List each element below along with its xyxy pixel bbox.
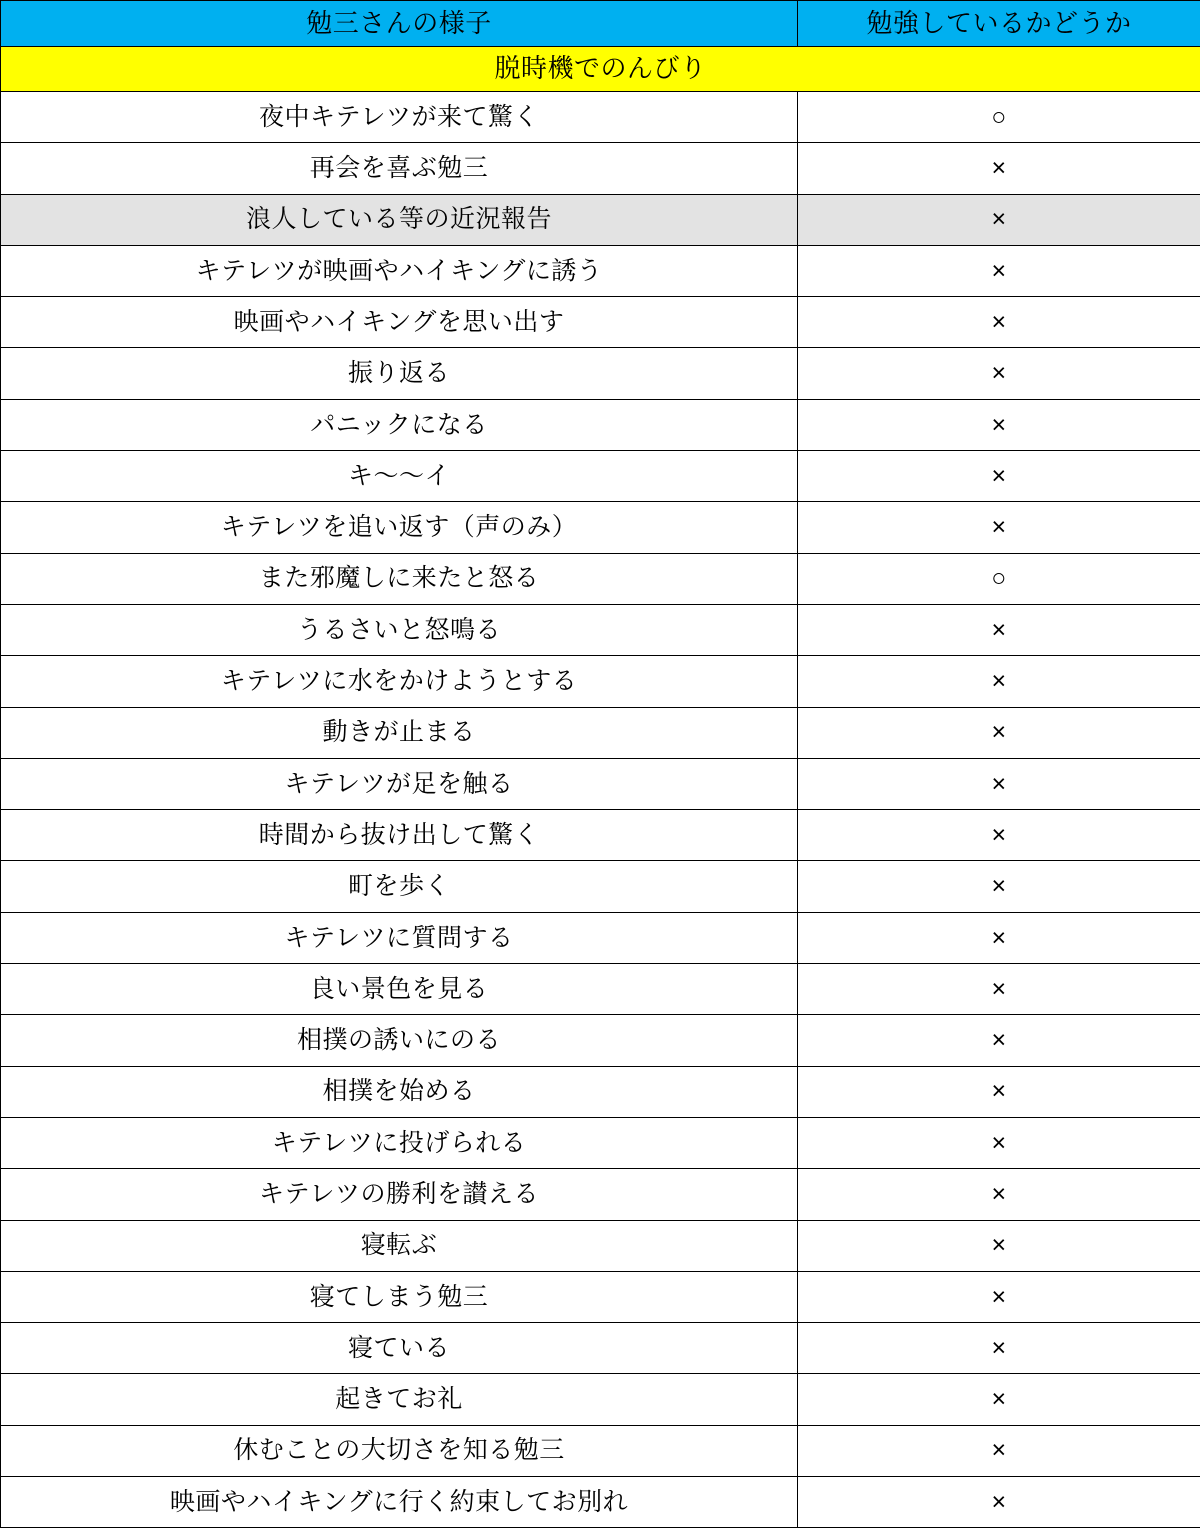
cell-studying-mark: ×	[798, 912, 1200, 963]
cell-state-label: 休むことの大切さを知る勉三	[1, 1425, 798, 1476]
cell-state-label: うるさいと怒鳴る	[1, 604, 798, 655]
cell-state-label: 寝ている	[1, 1323, 798, 1374]
section-title: 脱時機でのんびり	[1, 47, 1200, 92]
cell-state-label: 相撲の誘いにのる	[1, 1015, 798, 1066]
cell-state-label: また邪魔しに来たと怒る	[1, 553, 798, 604]
cell-studying-mark: ×	[798, 1220, 1200, 1271]
table-row	[1, 1425, 1200, 1476]
cell-studying-mark: ×	[798, 1169, 1200, 1220]
cell-state-label: キテレツに水をかけようとする	[1, 656, 798, 707]
cell-studying-mark: ×	[798, 1117, 1200, 1168]
table-row	[1, 656, 1200, 707]
table-row	[1, 964, 1200, 1015]
cell-state-label: 動きが止まる	[1, 707, 798, 758]
table-row	[1, 1117, 1200, 1168]
cell-state-label: 寝転ぶ	[1, 1220, 798, 1271]
cell-state-label: キ～～イ	[1, 451, 798, 502]
cell-state-label: キテレツに質問する	[1, 912, 798, 963]
cell-studying-mark: ×	[798, 143, 1200, 194]
cell-studying-mark: ×	[798, 1323, 1200, 1374]
cell-studying-mark: ×	[798, 451, 1200, 502]
column-header-state: 勉三さんの様子	[1, 1, 798, 47]
cell-studying-mark: ×	[798, 1066, 1200, 1117]
cell-studying-mark: ×	[798, 861, 1200, 912]
table-row	[1, 451, 1200, 502]
cell-studying-mark: ×	[798, 1425, 1200, 1476]
cell-studying-mark: ×	[798, 1271, 1200, 1322]
table-row	[1, 810, 1200, 861]
cell-studying-mark: ×	[798, 604, 1200, 655]
table-head	[1, 1, 1200, 47]
table-row	[1, 194, 1200, 245]
cell-state-label: キテレツの勝利を讃える	[1, 1169, 798, 1220]
table-row	[1, 143, 1200, 194]
cell-studying-mark: ×	[798, 964, 1200, 1015]
table-row	[1, 92, 1200, 143]
table-row	[1, 707, 1200, 758]
cell-studying-mark: ×	[798, 1015, 1200, 1066]
table-row	[1, 861, 1200, 912]
cell-studying-mark: ×	[798, 1477, 1200, 1528]
cell-studying-mark: ×	[798, 1374, 1200, 1425]
table-row	[1, 1323, 1200, 1374]
cell-state-label: 映画やハイキングを思い出す	[1, 297, 798, 348]
cell-studying-mark: ×	[798, 348, 1200, 399]
section-title-row	[1, 47, 1200, 92]
table-row	[1, 553, 1200, 604]
table-header-row	[1, 1, 1200, 47]
table-body	[1, 47, 1200, 1528]
cell-state-label: 時間から抜け出して驚く	[1, 810, 798, 861]
cell-state-label: キテレツに投げられる	[1, 1117, 798, 1168]
cell-studying-mark: ×	[798, 810, 1200, 861]
cell-studying-mark: ×	[798, 399, 1200, 450]
cell-studying-mark: ×	[798, 194, 1200, 245]
cell-state-label: パニックになる	[1, 399, 798, 450]
table-row	[1, 1374, 1200, 1425]
cell-state-label: キテレツが足を触る	[1, 758, 798, 809]
cell-state-label: 起きてお礼	[1, 1374, 798, 1425]
table-row	[1, 1220, 1200, 1271]
table-row	[1, 502, 1200, 553]
cell-state-label: 映画やハイキングに行く約束してお別れ	[1, 1477, 798, 1528]
cell-state-label: キテレツを追い返す（声のみ）	[1, 502, 798, 553]
table-row	[1, 348, 1200, 399]
cell-studying-mark: ×	[798, 656, 1200, 707]
table-row	[1, 604, 1200, 655]
cell-state-label: 浪人している等の近況報告	[1, 194, 798, 245]
table-row	[1, 758, 1200, 809]
cell-state-label: 振り返る	[1, 348, 798, 399]
table-row	[1, 1271, 1200, 1322]
cell-studying-mark: ○	[798, 553, 1200, 604]
table-row	[1, 399, 1200, 450]
cell-state-label: 町を歩く	[1, 861, 798, 912]
table-row	[1, 1477, 1200, 1528]
cell-state-label: 夜中キテレツが来て驚く	[1, 92, 798, 143]
table-row	[1, 1169, 1200, 1220]
cell-studying-mark: ×	[798, 707, 1200, 758]
cell-studying-mark: ○	[798, 92, 1200, 143]
table-row	[1, 1066, 1200, 1117]
table-row	[1, 245, 1200, 296]
table-row	[1, 912, 1200, 963]
column-header-studying: 勉強しているかどうか	[798, 1, 1200, 47]
cell-state-label: 寝てしまう勉三	[1, 1271, 798, 1322]
cell-studying-mark: ×	[798, 502, 1200, 553]
table-row	[1, 297, 1200, 348]
cell-state-label: 再会を喜ぶ勉三	[1, 143, 798, 194]
cell-state-label: キテレツが映画やハイキングに誘う	[1, 245, 798, 296]
cell-studying-mark: ×	[798, 245, 1200, 296]
cell-studying-mark: ×	[798, 297, 1200, 348]
cell-studying-mark: ×	[798, 758, 1200, 809]
cell-state-label: 良い景色を見る	[1, 964, 798, 1015]
table-row	[1, 1015, 1200, 1066]
cell-state-label: 相撲を始める	[1, 1066, 798, 1117]
